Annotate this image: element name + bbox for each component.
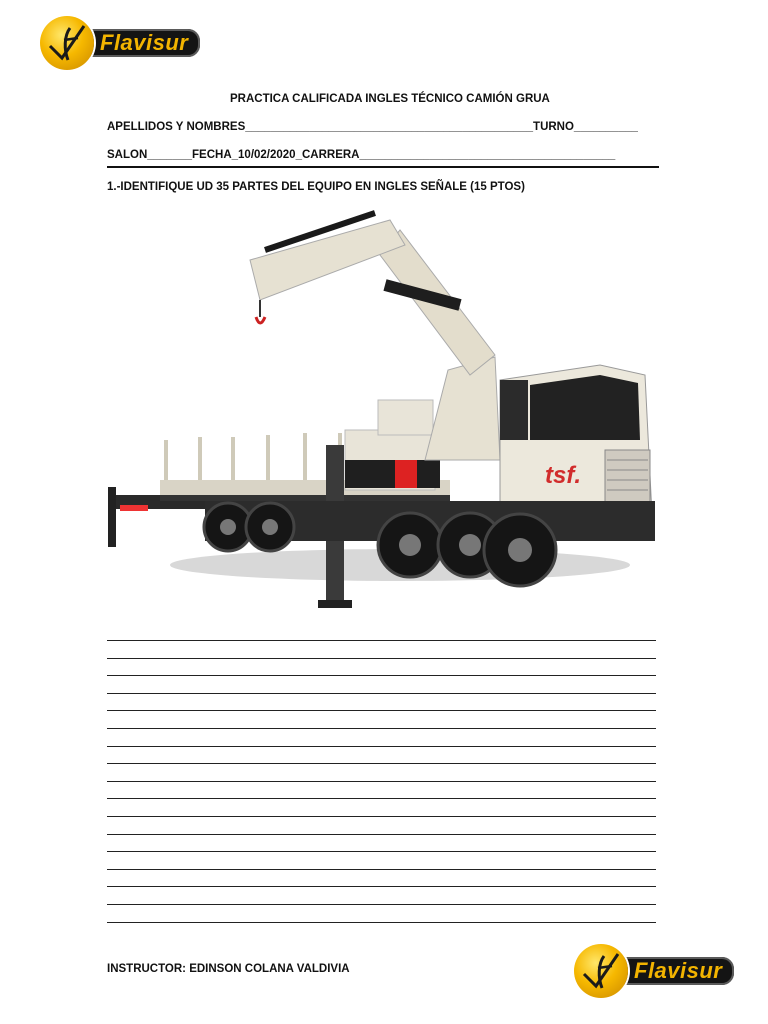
- company-logo-bottom: [574, 944, 734, 998]
- answer-lines[interactable]: [107, 640, 656, 939]
- logo-emblem-icon: [574, 944, 628, 998]
- company-logo-top: [40, 16, 200, 70]
- answer-line[interactable]: [107, 834, 656, 835]
- answer-line[interactable]: [107, 693, 656, 694]
- answer-line[interactable]: [107, 816, 656, 817]
- answer-line[interactable]: [107, 675, 656, 676]
- answer-line[interactable]: [107, 658, 656, 659]
- answer-line[interactable]: [107, 922, 656, 923]
- answer-line[interactable]: [107, 869, 656, 870]
- instructor-name: INSTRUCTOR: EDINSON COLANA VALDIVIA: [107, 963, 350, 975]
- answer-line[interactable]: [107, 746, 656, 747]
- answer-line[interactable]: [107, 728, 656, 729]
- logo-wordmark: Flavisur: [100, 30, 189, 55]
- answer-line[interactable]: [107, 710, 656, 711]
- logo-emblem-icon: [40, 16, 94, 70]
- answer-line[interactable]: [107, 886, 656, 887]
- answer-line[interactable]: [107, 904, 656, 905]
- crane-truck-icon: [100, 205, 660, 620]
- answer-line[interactable]: [107, 781, 656, 782]
- header-divider: [107, 166, 659, 168]
- page-title: PRACTICA CALIFICADA INGLES TÉCNICO CAMIÓN GRUA: [230, 93, 550, 105]
- name-turn-field-line: APELLIDOS Y NOMBRES_____________________________________________TURNO__________: [107, 121, 638, 133]
- answer-line[interactable]: [107, 763, 656, 764]
- answer-line[interactable]: [107, 798, 656, 799]
- answer-line[interactable]: [107, 640, 656, 641]
- room-date-career-field-line: SALON_______FECHA_10/02/2020_CARRERA________________________________________: [107, 149, 616, 161]
- crane-truck-photo: [100, 205, 660, 620]
- truck-brand-logo: tsf.: [545, 462, 581, 489]
- answer-line[interactable]: [107, 851, 656, 852]
- logo-wordmark: Flavisur: [634, 958, 723, 983]
- question-1: 1.-IDENTIFIQUE UD 35 PARTES DEL EQUIPO EN INGLES SEÑALE (15 PTOS): [107, 181, 525, 193]
